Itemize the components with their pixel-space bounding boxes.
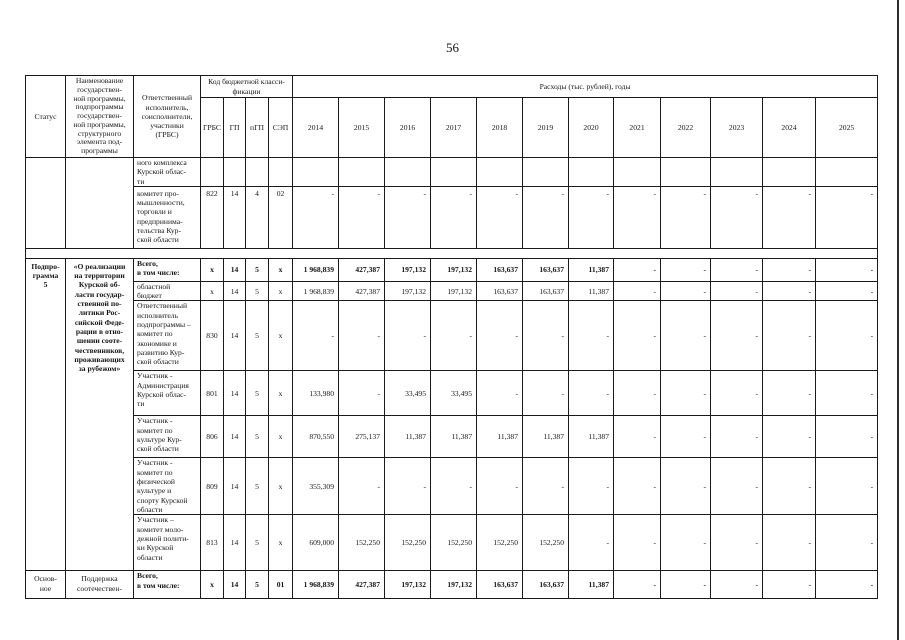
code-grbs <box>201 158 224 187</box>
value-2016: 197,132 <box>385 281 431 301</box>
value-2023: - <box>711 281 763 301</box>
header-year-2024: 2024 <box>763 98 816 158</box>
table-row-separator <box>26 248 878 258</box>
value-2023: - <box>711 571 763 599</box>
value-2015: 427,387 <box>339 571 385 599</box>
code-pgp <box>246 158 269 187</box>
value-2018: - <box>477 458 523 515</box>
header-code-sep: СЭП <box>269 98 293 158</box>
value-2016: 11,387 <box>385 416 431 458</box>
value-2018: 163,637 <box>477 281 523 301</box>
value-2024 <box>763 158 816 187</box>
value-2017: - <box>431 186 477 248</box>
header-name: Наименование государствен- ной программы, подпрограммы государствен- ной программы, структурного элемента под- программы <box>66 76 134 158</box>
status-cell <box>26 158 66 249</box>
code-grbs: 801 <box>201 371 224 416</box>
header-year-2025: 2025 <box>816 98 878 158</box>
header-year-2015: 2015 <box>339 98 385 158</box>
code-pgp: 5 <box>246 258 269 281</box>
header-year-2014: 2014 <box>293 98 339 158</box>
code-pgp: 4 <box>246 186 269 248</box>
value-2015: 427,387 <box>339 258 385 281</box>
value-2019: 152,250 <box>523 515 569 571</box>
value-2021 <box>614 158 661 187</box>
value-2016: - <box>385 458 431 515</box>
budget-table <box>25 75 878 599</box>
value-2022: - <box>661 458 711 515</box>
value-2014: 870,550 <box>293 416 339 458</box>
header-code-grbs: ГРБС <box>201 98 224 158</box>
code-grbs: х <box>201 281 224 301</box>
code-grbs: 813 <box>201 515 224 571</box>
table-row <box>26 515 878 571</box>
code-gp: 14 <box>224 258 246 281</box>
responsible-cell: Участник - комитет по культуре Кур- ской области <box>134 416 201 458</box>
value-2021: - <box>614 258 661 281</box>
value-2019: 11,387 <box>523 416 569 458</box>
table-row <box>26 301 878 371</box>
value-2016: 33,495 <box>385 371 431 416</box>
value-2020: - <box>569 515 614 571</box>
code-gp: 14 <box>224 301 246 371</box>
value-2021: - <box>614 301 661 371</box>
value-2020: 11,387 <box>569 281 614 301</box>
value-2021: - <box>614 515 661 571</box>
value-2019: 163,637 <box>523 258 569 281</box>
value-2023: - <box>711 301 763 371</box>
code-sep: х <box>269 458 293 515</box>
value-2021: - <box>614 458 661 515</box>
value-2024: - <box>763 186 816 248</box>
header-responsible: Ответственный исполнитель, соисполнители, участники (ГРБС) <box>134 76 201 158</box>
name-cell <box>66 158 134 249</box>
value-2019: 163,637 <box>523 281 569 301</box>
value-2017: 11,387 <box>431 416 477 458</box>
value-2019: - <box>523 371 569 416</box>
value-2023: - <box>711 458 763 515</box>
value-2024: - <box>763 371 816 416</box>
table-row <box>26 371 878 416</box>
value-2022: - <box>661 258 711 281</box>
value-2018: 163,637 <box>477 258 523 281</box>
value-2021: - <box>614 416 661 458</box>
table-row <box>26 186 878 248</box>
header-year-2023: 2023 <box>711 98 763 158</box>
code-gp <box>224 158 246 187</box>
table-row <box>26 258 878 281</box>
value-2022: - <box>661 416 711 458</box>
value-2022: - <box>661 281 711 301</box>
value-2016: 197,132 <box>385 571 431 599</box>
code-sep: х <box>269 371 293 416</box>
code-gp: 14 <box>224 515 246 571</box>
value-2024: - <box>763 281 816 301</box>
responsible-cell: Участник - Администрация Курской облас- ти <box>134 371 201 416</box>
value-2025: - <box>816 416 878 458</box>
value-2020: 11,387 <box>569 258 614 281</box>
responsible-cell: областной бюджет <box>134 281 201 301</box>
header-year-2021: 2021 <box>614 98 661 158</box>
value-2018: 163,637 <box>477 571 523 599</box>
row-separator <box>26 248 878 258</box>
value-2023: - <box>711 258 763 281</box>
value-2016: - <box>385 301 431 371</box>
table-row <box>26 416 878 458</box>
value-2014: 609,000 <box>293 515 339 571</box>
value-2018: - <box>477 371 523 416</box>
table-row <box>26 158 878 187</box>
value-2016 <box>385 158 431 187</box>
value-2014: - <box>293 301 339 371</box>
value-2014: 1 968,839 <box>293 281 339 301</box>
value-2015: - <box>339 186 385 248</box>
value-2024: - <box>763 458 816 515</box>
header-year-2016: 2016 <box>385 98 431 158</box>
value-2021: - <box>614 371 661 416</box>
value-2025: - <box>816 301 878 371</box>
value-2022: - <box>661 371 711 416</box>
value-2019: - <box>523 186 569 248</box>
value-2018: 152,250 <box>477 515 523 571</box>
main-event-name: Поддержка соотечествен- <box>66 571 134 599</box>
code-grbs: х <box>201 571 224 599</box>
value-2025: - <box>816 571 878 599</box>
code-sep <box>269 158 293 187</box>
scan-edge <box>897 0 899 640</box>
value-2024: - <box>763 571 816 599</box>
value-2023: - <box>711 371 763 416</box>
value-2018: - <box>477 301 523 371</box>
value-2017: - <box>431 301 477 371</box>
code-grbs: 822 <box>201 186 224 248</box>
value-2023: - <box>711 416 763 458</box>
responsible-cell: ного комплекса Курской облас- ти <box>134 158 201 187</box>
value-2019: - <box>523 301 569 371</box>
value-2019: 163,637 <box>523 571 569 599</box>
value-2017: 197,132 <box>431 281 477 301</box>
responsible-cell: Участник – комитет моло- дежной полити- ки Курской области <box>134 515 201 571</box>
code-grbs: 830 <box>201 301 224 371</box>
value-2020: 11,387 <box>569 416 614 458</box>
value-2021: - <box>614 186 661 248</box>
value-2014: 1 968,839 <box>293 258 339 281</box>
code-gp: 14 <box>224 281 246 301</box>
value-2014: 355,309 <box>293 458 339 515</box>
value-2022 <box>661 158 711 187</box>
value-2025 <box>816 158 878 187</box>
value-2016: 152,250 <box>385 515 431 571</box>
value-2022: - <box>661 515 711 571</box>
value-2022: - <box>661 301 711 371</box>
code-gp: 14 <box>224 571 246 599</box>
value-2017: 197,132 <box>431 571 477 599</box>
code-pgp: 5 <box>246 416 269 458</box>
value-2025: - <box>816 258 878 281</box>
responsible-cell: Всего, в том числе: <box>134 258 201 281</box>
code-grbs: 809 <box>201 458 224 515</box>
responsible-cell: Ответственный исполнитель подпрограммы – комитет по экономике и развитию Кур- ской области <box>134 301 201 371</box>
value-2020: - <box>569 186 614 248</box>
header-code-gp: ГП <box>224 98 246 158</box>
value-2019 <box>523 158 569 187</box>
code-grbs: х <box>201 258 224 281</box>
responsible-cell: Всего, в том числе: <box>134 571 201 599</box>
responsible-cell: Участник - комитет по физической культуре и спорту Курской области <box>134 458 201 515</box>
code-sep: х <box>269 301 293 371</box>
code-gp: 14 <box>224 458 246 515</box>
value-2020: - <box>569 301 614 371</box>
code-gp: 14 <box>224 371 246 416</box>
value-2021: - <box>614 571 661 599</box>
header-year-2022: 2022 <box>661 98 711 158</box>
value-2020: - <box>569 458 614 515</box>
value-2017: 152,250 <box>431 515 477 571</box>
responsible-cell: комитет про- мышленности, торговли и предпринима- тельства Кур- ской области <box>134 186 201 248</box>
header-row <box>26 76 878 98</box>
code-pgp: 5 <box>246 571 269 599</box>
value-2015 <box>339 158 385 187</box>
value-2018 <box>477 158 523 187</box>
value-2025: - <box>816 281 878 301</box>
value-2017 <box>431 158 477 187</box>
value-2015: - <box>339 371 385 416</box>
code-sep: х <box>269 515 293 571</box>
value-2024: - <box>763 416 816 458</box>
value-2019: - <box>523 458 569 515</box>
value-2024: - <box>763 301 816 371</box>
code-pgp: 5 <box>246 371 269 416</box>
value-2023: - <box>711 186 763 248</box>
header-year-2019: 2019 <box>523 98 569 158</box>
code-pgp: 5 <box>246 301 269 371</box>
value-2017: - <box>431 458 477 515</box>
value-2018: - <box>477 186 523 248</box>
value-2016: - <box>385 186 431 248</box>
header-year-2020: 2020 <box>569 98 614 158</box>
main-event-status: Основ- ное <box>26 571 66 599</box>
code-pgp: 5 <box>246 458 269 515</box>
code-gp: 14 <box>224 186 246 248</box>
code-grbs: 806 <box>201 416 224 458</box>
value-2022: - <box>661 186 711 248</box>
code-sep: х <box>269 258 293 281</box>
header-year-2018: 2018 <box>477 98 523 158</box>
header-status: Статус <box>26 76 66 158</box>
code-pgp: 5 <box>246 281 269 301</box>
table-row <box>26 281 878 301</box>
value-2020 <box>569 158 614 187</box>
code-sep: 02 <box>269 186 293 248</box>
value-2024: - <box>763 258 816 281</box>
header-year-2017: 2017 <box>431 98 477 158</box>
subprogram-name: «О реализации на территории Курской об- ласти государ- ственной по- литики Рос- сийской Феде- рации в отно- шении сооте- чественников, проживающих за рубежом» <box>66 258 134 571</box>
value-2025: - <box>816 515 878 571</box>
value-2015: 275,137 <box>339 416 385 458</box>
value-2015: - <box>339 301 385 371</box>
table-row <box>26 571 878 599</box>
value-2025: - <box>816 186 878 248</box>
value-2017: 197,132 <box>431 258 477 281</box>
code-sep: х <box>269 416 293 458</box>
subprogram-status: Подпро- грамма 5 <box>26 258 66 571</box>
code-sep: х <box>269 281 293 301</box>
value-2014 <box>293 158 339 187</box>
value-2014: - <box>293 186 339 248</box>
value-2015: - <box>339 458 385 515</box>
header-code-pgp: пГП <box>246 98 269 158</box>
header-expenses: Расходы (тыс. рублей), годы <box>293 76 878 98</box>
value-2024: - <box>763 515 816 571</box>
value-2020: 11,387 <box>569 571 614 599</box>
header-budget-code: Код бюджетной класси- фикации <box>201 76 293 98</box>
value-2021: - <box>614 281 661 301</box>
value-2023: - <box>711 515 763 571</box>
table-row <box>26 458 878 515</box>
code-gp: 14 <box>224 416 246 458</box>
value-2014: 133,980 <box>293 371 339 416</box>
value-2025: - <box>816 458 878 515</box>
value-2018: 11,387 <box>477 416 523 458</box>
value-2025: - <box>816 371 878 416</box>
value-2017: 33,495 <box>431 371 477 416</box>
value-2016: 197,132 <box>385 258 431 281</box>
value-2020: - <box>569 371 614 416</box>
value-2015: 152,250 <box>339 515 385 571</box>
code-sep: 01 <box>269 571 293 599</box>
value-2014: 1 968,839 <box>293 571 339 599</box>
code-pgp: 5 <box>246 515 269 571</box>
value-2023 <box>711 158 763 187</box>
value-2015: 427,387 <box>339 281 385 301</box>
page-number: 56 <box>446 40 459 55</box>
value-2022: - <box>661 571 711 599</box>
